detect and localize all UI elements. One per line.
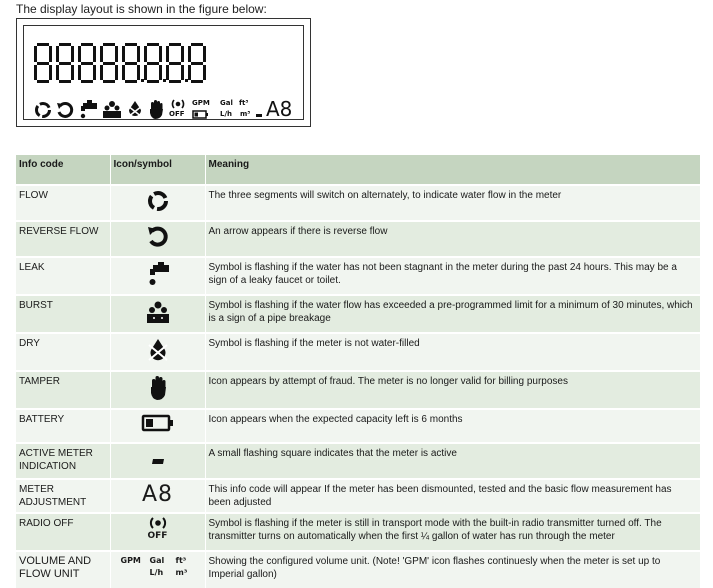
lcd-segment — [122, 46, 125, 62]
m3-label: m³ — [175, 568, 188, 577]
icon-cell — [110, 257, 205, 295]
header-icon-symbol: Icon/symbol — [110, 155, 205, 185]
ft3-label: ft³ — [175, 556, 187, 565]
lcd-segment — [115, 46, 118, 62]
off-label: OFF — [147, 531, 168, 541]
info-code-cell: ACTIVE METER INDICATION — [16, 443, 110, 479]
lcd-segment — [103, 62, 115, 65]
lcd-segment — [100, 65, 103, 81]
lcd-segment — [37, 43, 49, 46]
lcd-segment — [56, 46, 59, 62]
lcd-segment — [137, 65, 140, 81]
lcd-ft3-label: ft³ — [239, 99, 249, 107]
lcd-display-figure — [16, 18, 311, 127]
lcd-segment — [181, 46, 184, 62]
lcd-segment — [159, 65, 162, 81]
tamper-hand-icon — [148, 375, 168, 401]
lcd-segment — [34, 46, 37, 62]
gpm-label: GPM — [120, 556, 141, 565]
meaning-cell: Symbol is flashing if the meter is not water-filled — [205, 333, 700, 371]
lcd-segment — [81, 43, 93, 46]
adjustment-icon: A8 — [141, 482, 174, 507]
lcd-segment — [93, 65, 96, 81]
burst-icon — [145, 299, 171, 325]
lcd-segment — [125, 43, 137, 46]
lcd-segment — [59, 62, 71, 65]
info-code-cell: TAMPER — [16, 371, 110, 409]
info-code-table — [16, 155, 701, 588]
info-code-cell: FLOW — [16, 185, 110, 221]
meaning-cell: Symbol is flashing if the water has not been stagnant in the meter during the past 24 hours. This may be a sign of a leaky faucet or toilet. — [205, 257, 700, 295]
tamper-hand-icon — [148, 100, 164, 119]
table-row-battery — [16, 409, 700, 443]
active-square-icon — [150, 447, 166, 471]
icon-cell — [110, 479, 205, 513]
lcd-panel — [23, 25, 304, 120]
burst-icon — [102, 100, 122, 119]
lcd-segment — [181, 65, 184, 81]
table-row-active-meter — [16, 443, 700, 479]
lcd-segment — [125, 62, 137, 65]
battery-icon — [141, 413, 175, 433]
table-row-radio-off — [16, 513, 700, 551]
info-code-cell: DRY — [16, 333, 110, 371]
gal-label: Gal — [149, 556, 165, 565]
lcd-segment — [49, 46, 52, 62]
lcd-segment — [169, 80, 181, 83]
lcd-segment — [125, 80, 137, 83]
icon-cell — [110, 513, 205, 551]
table-row-burst — [16, 295, 700, 333]
meaning-cell: This info code will appear If the meter has been dismounted, tested and the basic flow measurement has been adjusted — [205, 479, 700, 513]
lcd-segment — [34, 65, 37, 81]
lcd-digit — [100, 43, 118, 83]
lcd-segment — [169, 62, 181, 65]
icon-cell — [110, 185, 205, 221]
lcd-segment — [81, 80, 93, 83]
intro-text: The display layout is shown in the figure below: — [16, 2, 267, 16]
header-meaning: Meaning — [205, 155, 700, 185]
table-row-reverse-flow — [16, 221, 700, 257]
lcd-segment — [144, 46, 147, 62]
lcd-icon-row — [34, 99, 304, 119]
meaning-cell: Icon appears by attempt of fraud. The meter is no longer valid for billing purposes — [205, 371, 700, 409]
lcd-segment — [71, 46, 74, 62]
lcd-segment — [137, 46, 140, 62]
dry-icon — [146, 337, 170, 363]
lcd-lh-label: L/h — [220, 110, 233, 118]
lcd-segment — [78, 65, 81, 81]
lcd-segment — [188, 65, 191, 81]
table-row-meter-adjustment — [16, 479, 700, 513]
lcd-segment — [115, 65, 118, 81]
lcd-segment — [81, 62, 93, 65]
icon-cell — [110, 333, 205, 371]
flow-icon — [146, 189, 170, 213]
table-header-row — [16, 155, 700, 185]
icon-cell — [110, 371, 205, 409]
lcd-segment — [93, 46, 96, 62]
active-square-icon — [256, 114, 262, 117]
lcd-digit — [144, 43, 162, 83]
lcd-segment — [71, 65, 74, 81]
meaning-cell: Symbol is flashing if the water flow has exceeded a pre-programmed limit for a minimum of 30 minutes, which is a sign of a pipe breakage — [205, 295, 700, 333]
icon-cell — [110, 551, 205, 588]
lcd-segment — [169, 43, 181, 46]
lcd-off-label: OFF — [169, 110, 185, 118]
lcd-digit — [34, 43, 52, 83]
lcd-segment — [49, 65, 52, 81]
lcd-digit — [122, 43, 140, 83]
info-code-cell: REVERSE FLOW — [16, 221, 110, 257]
info-code-cell: RADIO OFF — [16, 513, 110, 551]
info-code-cell: BATTERY — [16, 409, 110, 443]
lcd-segment — [166, 65, 169, 81]
lcd-segment — [100, 46, 103, 62]
lcd-segment — [147, 43, 159, 46]
lcd-segment — [166, 46, 169, 62]
lcd-segment — [147, 80, 159, 83]
lcd-segment — [191, 80, 203, 83]
lcd-digit-row — [34, 43, 210, 83]
lcd-segment — [103, 80, 115, 83]
lcd-segment — [37, 62, 49, 65]
lcd-segment — [37, 80, 49, 83]
reverse-flow-icon — [56, 101, 74, 119]
lcd-segment — [203, 65, 206, 81]
lcd-segment — [191, 62, 203, 65]
lcd-digit — [56, 43, 74, 83]
table-row-tamper — [16, 371, 700, 409]
lcd-segment — [59, 43, 71, 46]
lcd-adjustment-label: A8 — [266, 97, 293, 121]
info-code-cell: METER ADJUSTMENT — [16, 479, 110, 513]
icon-cell — [110, 443, 205, 479]
leak-faucet-icon — [78, 100, 98, 119]
lh-label: L/h — [149, 568, 164, 577]
lcd-segment — [59, 80, 71, 83]
meaning-cell: A small flashing square indicates that the meter is active — [205, 443, 700, 479]
battery-icon — [192, 110, 209, 119]
flow-icon — [34, 101, 52, 119]
meaning-cell: Icon appears when the expected capacity left is 6 months — [205, 409, 700, 443]
radio-icon — [168, 99, 188, 110]
lcd-digit — [188, 43, 206, 83]
lcd-segment — [147, 62, 159, 65]
volume-unit-icon — [121, 555, 195, 581]
meaning-cell: An arrow appears if there is reverse flow — [205, 221, 700, 257]
lcd-digit — [166, 43, 184, 83]
lcd-segment — [144, 65, 147, 81]
lcd-segment — [203, 46, 206, 62]
icon-cell — [110, 221, 205, 257]
lcd-segment — [122, 65, 125, 81]
lcd-m3-label: m³ — [240, 110, 251, 118]
info-code-cell: VOLUME AND FLOW UNIT — [16, 551, 110, 588]
table-row-volume-flow-unit — [16, 551, 700, 588]
info-code-cell: BURST — [16, 295, 110, 333]
lcd-segment — [103, 43, 115, 46]
table-row-leak — [16, 257, 700, 295]
icon-cell — [110, 295, 205, 333]
table-row-dry — [16, 333, 700, 371]
header-info-code: Info code — [16, 155, 110, 185]
meaning-cell: Symbol is flashing if the meter is still in transport mode with the built-in radio transmitter turned off. The transmitter turns on automatically when the first ¼ gallon of water has run through the meter — [205, 513, 700, 551]
lcd-segment — [159, 46, 162, 62]
meaning-cell: Showing the configured volume unit. (Note! 'GPM' icon flashes continuesly when the meter is set up to Imperial gallon) — [205, 551, 700, 588]
lcd-gpm-label: GPM — [192, 99, 210, 107]
lcd-segment — [78, 46, 81, 62]
meaning-cell: The three segments will switch on alternately, to indicate water flow in the meter — [205, 185, 700, 221]
radio-waves-icon — [147, 517, 169, 530]
lcd-gal-label: Gal — [220, 99, 233, 107]
icon-cell — [110, 409, 205, 443]
lcd-segment — [56, 65, 59, 81]
lcd-segment — [188, 46, 191, 62]
table-row-flow — [16, 185, 700, 221]
radio-off-icon — [128, 517, 188, 543]
dry-icon — [126, 100, 144, 119]
leak-faucet-icon — [145, 261, 171, 287]
lcd-segment — [191, 43, 203, 46]
reverse-flow-icon — [146, 225, 170, 249]
lcd-digit — [78, 43, 96, 83]
info-code-cell: LEAK — [16, 257, 110, 295]
